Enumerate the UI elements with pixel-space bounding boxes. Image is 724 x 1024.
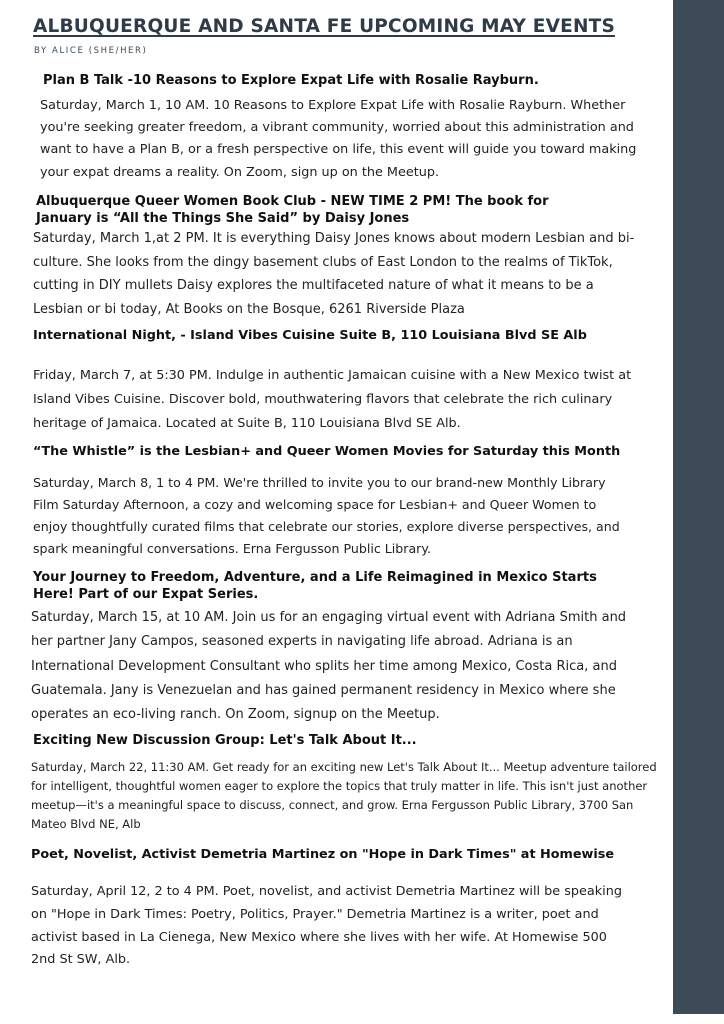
- event-body-book-club: Saturday, March 1,at 2 PM. It is everything Daisy Jones knows about modern Lesbian and bi-culture. She looks from the dingy basement clubs of East London to the realms of TikTok, cutting in DIY mullets Daisy explores the multifaceted nature of what it means to be a Lesbian or bi today, At Books on the Bosque, 6261 Riverside Plaza: [33, 231, 635, 318]
- event-heading-demetria-martinez: Poet, Novelist, Activist Demetria Martinez on "Hope in Dark Times" at Homewise: [31, 847, 615, 862]
- event-heading-book-club: Albuquerque Queer Women Book Club - NEW TIME 2 PM! The book for January is “All the Things She Said” by Daisy Jones: [36, 194, 549, 226]
- event-body-film-saturday: Saturday, March 8, 1 to 4 PM. We're thrilled to invite you to our brand-new Monthly Library Film Saturday Afternoon, a cozy and welcoming space for Lesbian+ and Queer Women to enjoy thoughtfully curated films that celebrate our stories, explore diverse perspectives, and spark meaningful conversations. Erna Fergusson Public Library.: [33, 475, 620, 556]
- event-body-mexico-expat: Saturday, March 15, at 10 AM. Join us for an engaging virtual event with Adriana Smith and her partner Jany Campos, seasoned experts in navigating life abroad. Adriana is an International Development Consultant who splits her time among Mexico, Costa Rica, and Guatemala. Jany is Venezuelan and has gained permanent residency in Mexico where she operates an eco-living ranch. On Zoom, signup on the Meetup.: [31, 610, 627, 723]
- author-byline: BY ALICE (SHE/HER): [34, 46, 148, 56]
- event-body-demetria-martinez: Saturday, April 12, 2 to 4 PM. Poet, novelist, and activist Demetria Martinez will be speaking on "Hope in Dark Times: Poetry, Politics, Prayer." Demetria Martinez is a writer, poet and activist based in La Cienega, New Mexico where she lives with her wife. At Homewise 500 2nd St SW, Alb.: [31, 884, 622, 968]
- event-body-discussion-group: Saturday, March 22, 11:30 AM. Get ready for an exciting new Let's Talk About It... Meetup adventure tailored for intelligent, thoughtful women eager to explore the topics that truly matter in life. This isn't just another meetup—it's a meaningful space to discuss, connect, and grow. Erna Fergusson Public Library, 3700 San Mateo Blvd NE, Alb: [31, 760, 657, 831]
- event-body-plan-b: Saturday, March 1, 10 AM. 10 Reasons to Explore Expat Life with Rosalie Rayburn. Whether you're seeking greater freedom, a vibrant community, worried about this administration and want to have a Plan B, or a fresh perspective on life, this event will guide you toward making your expat dreams a reality. On Zoom, sign up on the Meetup.: [40, 98, 637, 180]
- event-heading-plan-b: Plan B Talk -10 Reasons to Explore Expat Life with Rosalie Rayburn.: [43, 73, 539, 88]
- page-title: ALBUQUERQUE AND SANTA FE UPCOMING MAY EVENTS: [33, 16, 615, 37]
- event-heading-mexico-expat: Your Journey to Freedom, Adventure, and a Life Reimagined in Mexico Starts Here! Part of our Expat Series.: [33, 570, 597, 602]
- event-body-international-night: Friday, March 7, at 5:30 PM. Indulge in authentic Jamaican cuisine with a New Mexico twist at Island Vibes Cuisine. Discover bold, mouthwatering flavors that celebrate the rich culinary heritage of Jamaica. Located at Suite B, 110 Louisiana Blvd SE Alb.: [33, 368, 632, 431]
- sidebar-decoration: [673, 0, 724, 1014]
- event-heading-international-night: International Night, - Island Vibes Cuisine Suite B, 110 Louisiana Blvd SE Alb: [33, 328, 587, 343]
- bottom-margin: [0, 1014, 724, 1024]
- event-heading-film-saturday: “The Whistle” is the Lesbian+ and Queer Women Movies for Saturday this Month: [33, 444, 621, 459]
- event-heading-discussion-group: Exciting New Discussion Group: Let's Talk About It...: [33, 733, 417, 748]
